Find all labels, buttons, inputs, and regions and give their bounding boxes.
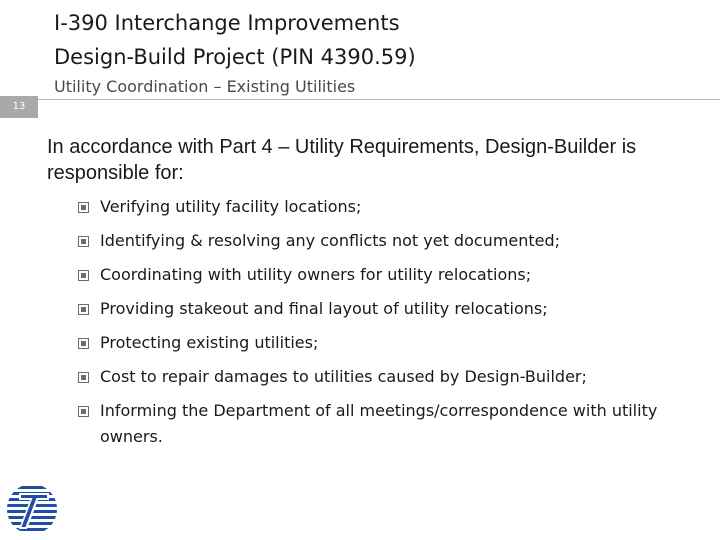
slide-number-badge: 13 — [0, 96, 38, 118]
square-bullet-icon — [78, 304, 89, 315]
title-line-1: I-390 Interchange Improvements — [54, 11, 400, 35]
header-divider — [0, 99, 720, 100]
list-item-text: Protecting existing utilities; — [100, 333, 319, 352]
list-item — [78, 296, 708, 322]
square-bullet-icon — [78, 372, 89, 383]
list-item — [78, 330, 708, 356]
list-item-text: Informing the Department of all meetings/correspondence with utility owners. — [100, 401, 658, 446]
responsibility-list — [78, 194, 708, 458]
nysdot-logo-icon — [5, 483, 59, 535]
slide-title — [54, 6, 416, 74]
title-line-2: Design-Build Project (PIN 4390.59) — [54, 45, 416, 69]
list-item — [78, 228, 708, 254]
square-bullet-icon — [78, 406, 89, 417]
list-item — [78, 398, 708, 450]
list-item-text: Verifying utility facility locations; — [100, 197, 362, 216]
list-item — [78, 364, 708, 390]
list-item — [78, 262, 708, 288]
intro-text: In accordance with Part 4 – Utility Requirements, Design-Builder is responsible for: — [47, 136, 637, 184]
square-bullet-icon — [78, 202, 89, 213]
square-bullet-icon — [78, 338, 89, 349]
list-item-text: Coordinating with utility owners for utility relocations; — [100, 265, 532, 284]
list-item — [78, 194, 708, 220]
square-bullet-icon — [78, 236, 89, 247]
square-bullet-icon — [78, 270, 89, 281]
slide-subtitle: Utility Coordination – Existing Utilities — [54, 77, 356, 96]
list-item-text: Providing stakeout and final layout of utility relocations; — [100, 299, 548, 318]
list-item-text: Cost to repair damages to utilities caused by Design-Builder; — [100, 367, 587, 386]
list-item-text: Identifying & resolving any conflicts not yet documented; — [100, 231, 561, 250]
